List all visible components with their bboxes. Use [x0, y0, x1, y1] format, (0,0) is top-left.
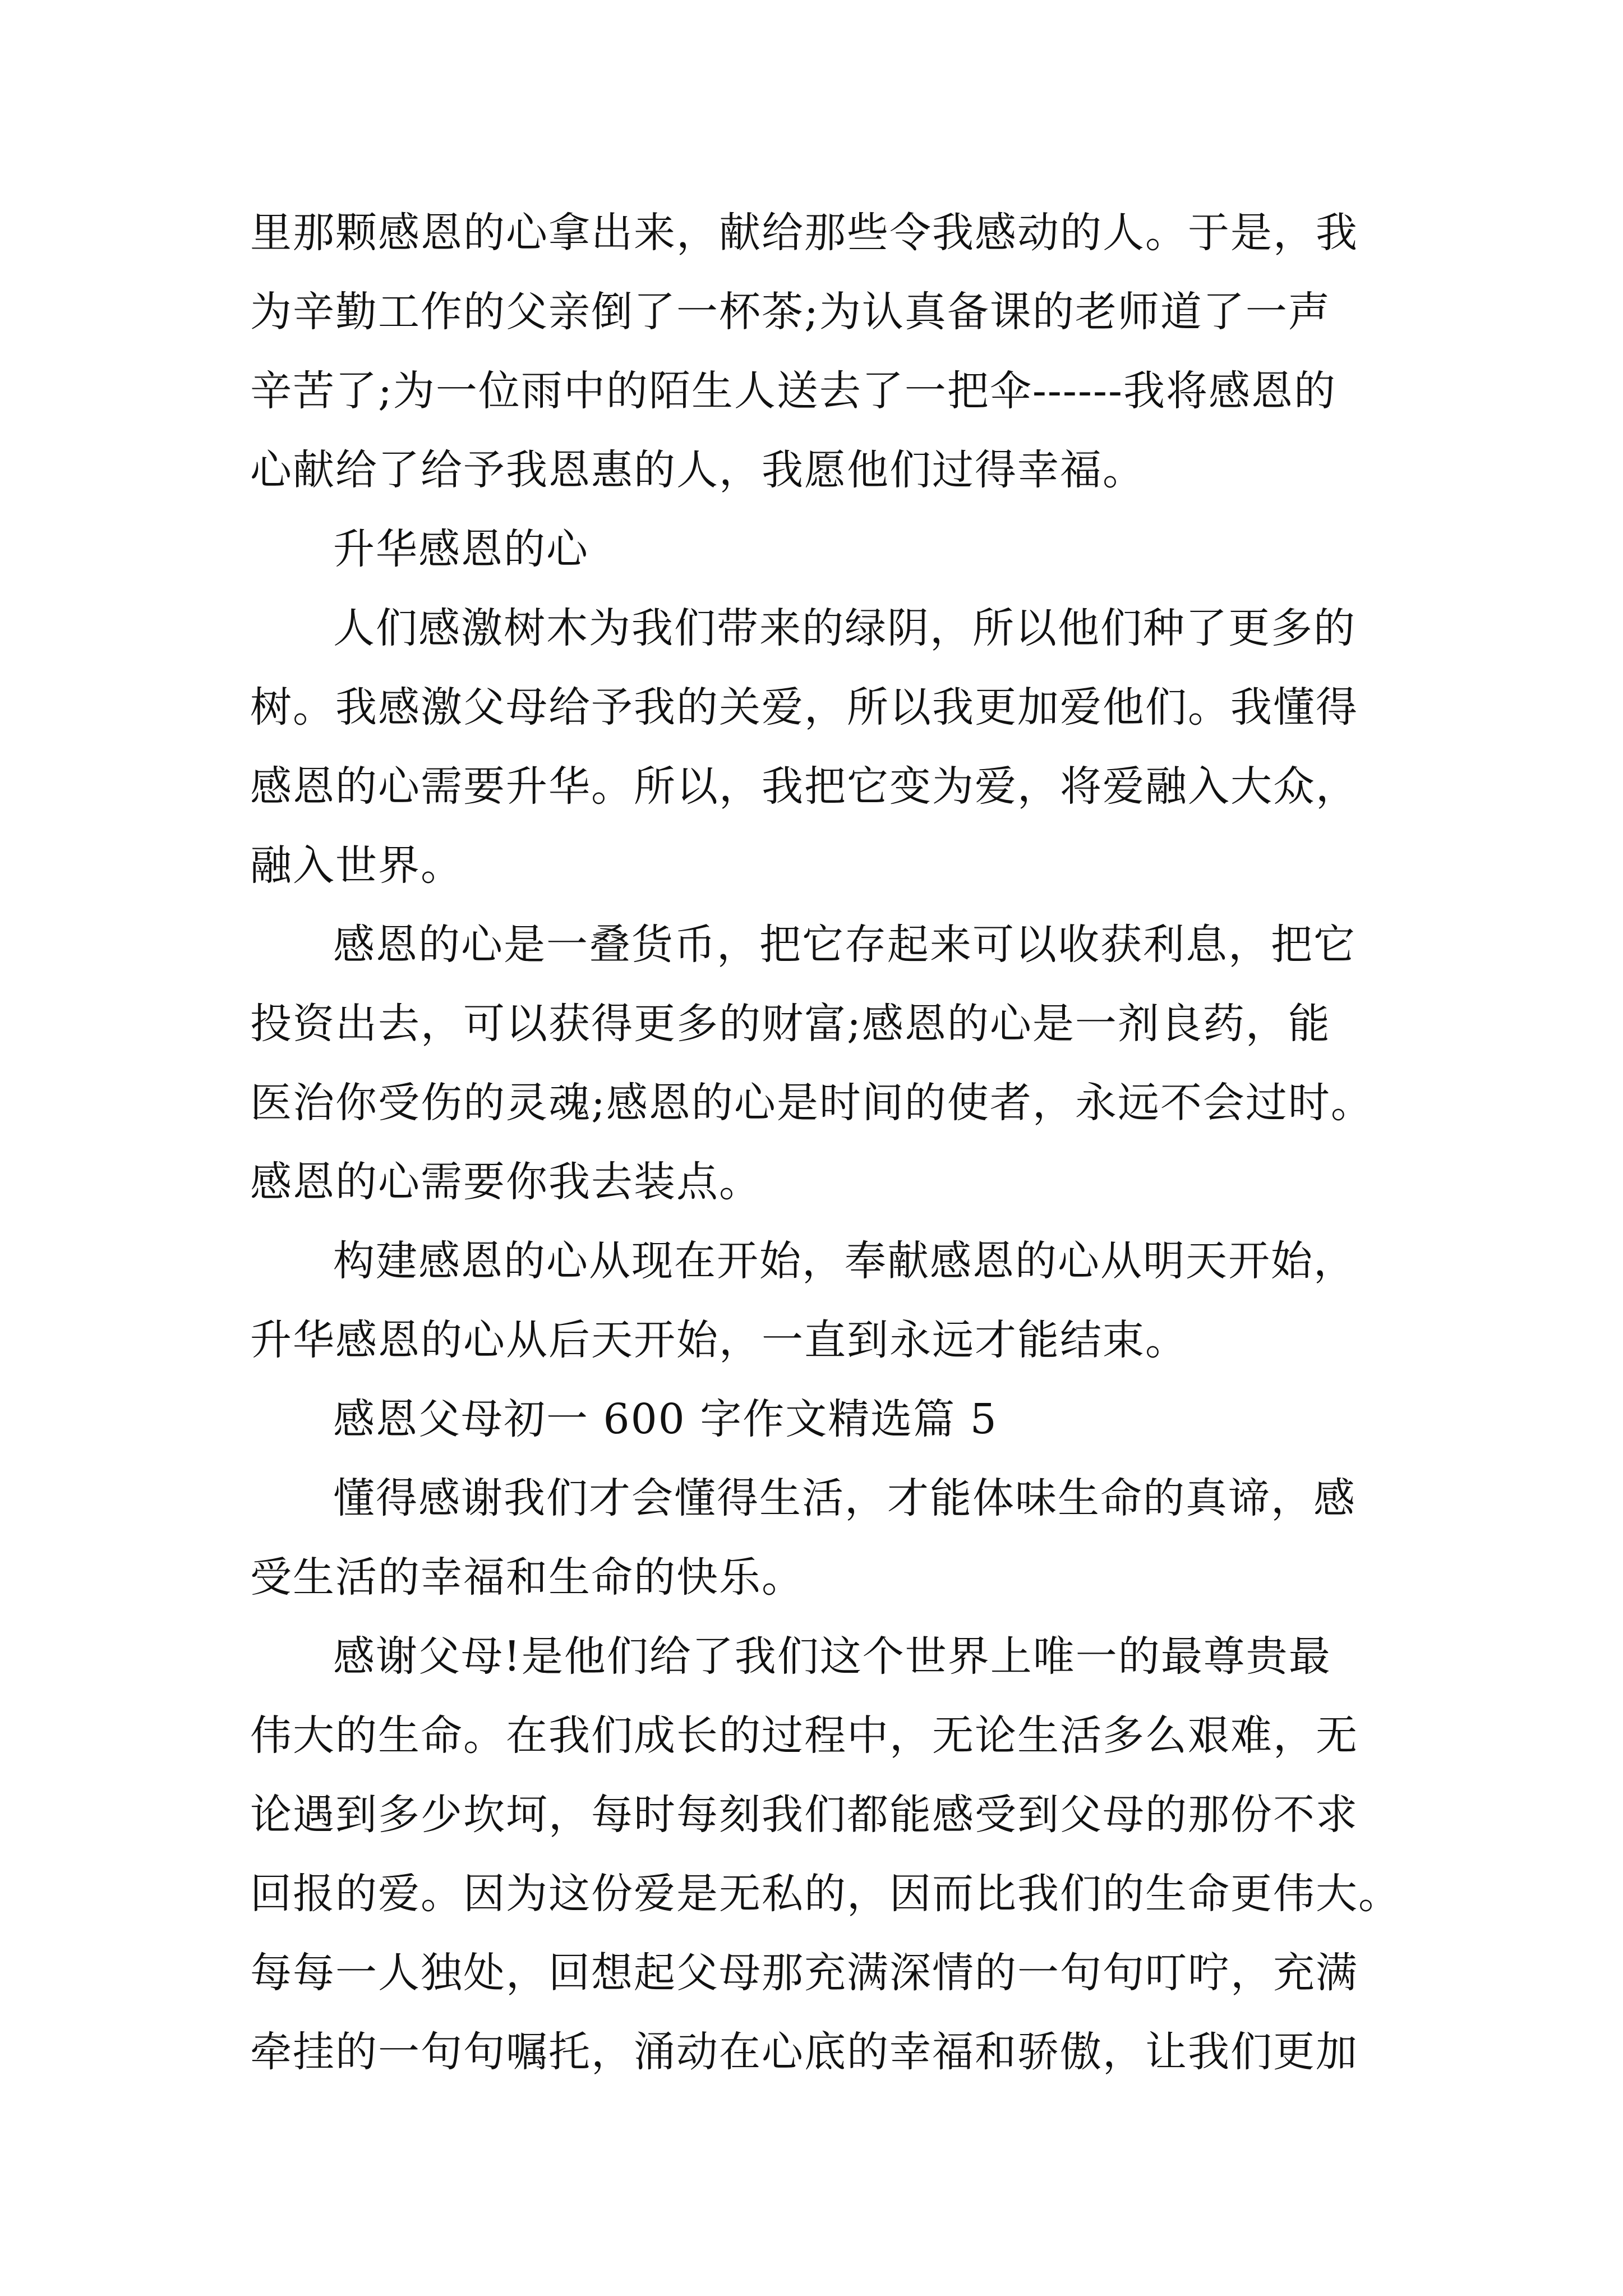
text-line: 感恩的心需要你我去装点。: [250, 1158, 762, 1206]
text-line: 感谢父母!是他们给了我们这个世界上唯一的最尊贵最: [333, 1632, 1331, 1681]
text-line: 人们感激树木为我们带来的绿阴，所以他们种了更多的: [333, 604, 1356, 652]
text-line: 每每一人独处，回想起父母那充满深情的一句句叮咛，充满: [250, 1949, 1358, 1997]
section-heading: 感恩父母初一 600 字作文精选篇 5: [333, 1395, 998, 1443]
text-line: 论遇到多少坎坷，每时每刻我们都能感受到父母的那份不求: [250, 1791, 1358, 1839]
text-line: 感恩的心是一叠货币，把它存起来可以收获利息，把它: [333, 921, 1356, 969]
text-line: 感恩的心需要升华。所以，我把它变为爱，将爱融入大众，: [250, 762, 1358, 811]
text-line: 构建感恩的心从现在开始，奉献感恩的心从明天开始，: [333, 1237, 1356, 1285]
text-line: 投资出去，可以获得更多的财富;感恩的心是一剂良药，能: [250, 1000, 1331, 1048]
text-line: 树。我感激父母给予我的关爱，所以我更加爱他们。我懂得: [250, 683, 1358, 731]
text-line: 里那颗感恩的心拿出来，献给那些令我感动的人。于是，我: [250, 209, 1358, 257]
text-line: 伟大的生命。在我们成长的过程中，无论生活多么艰难，无: [250, 1711, 1358, 1760]
document-body: [250, 194, 1401, 2092]
text-line: 心献给了给予我恩惠的人，我愿他们过得幸福。: [250, 446, 1145, 494]
text-line: 为辛勤工作的父亲倒了一杯茶;为认真备课的老师道了一声: [250, 288, 1331, 336]
text-line: 医治你受伤的灵魂;感恩的心是时间的使者，永远不会过时。: [250, 1079, 1373, 1127]
text-line: 融入世界。: [250, 841, 463, 890]
section-heading: 升华感恩的心: [333, 525, 589, 573]
text-line: 受生活的幸福和生命的快乐。: [250, 1553, 804, 1602]
text-line: 升华感恩的心从后天开始，一直到永远才能结束。: [250, 1316, 1188, 1364]
text-line: 懂得感谢我们才会懂得生活，才能体味生命的真谛，感: [333, 1474, 1356, 1522]
text-line: 回报的爱。因为这份爱是无私的，因而比我们的生命更伟大。: [250, 1870, 1401, 1918]
text-line: 辛苦了;为一位雨中的陌生人送去了一把伞------我将感恩的: [250, 367, 1336, 415]
text-line: 牵挂的一句句嘱托，涌动在心底的幸福和骄傲，让我们更加: [250, 2028, 1358, 2076]
